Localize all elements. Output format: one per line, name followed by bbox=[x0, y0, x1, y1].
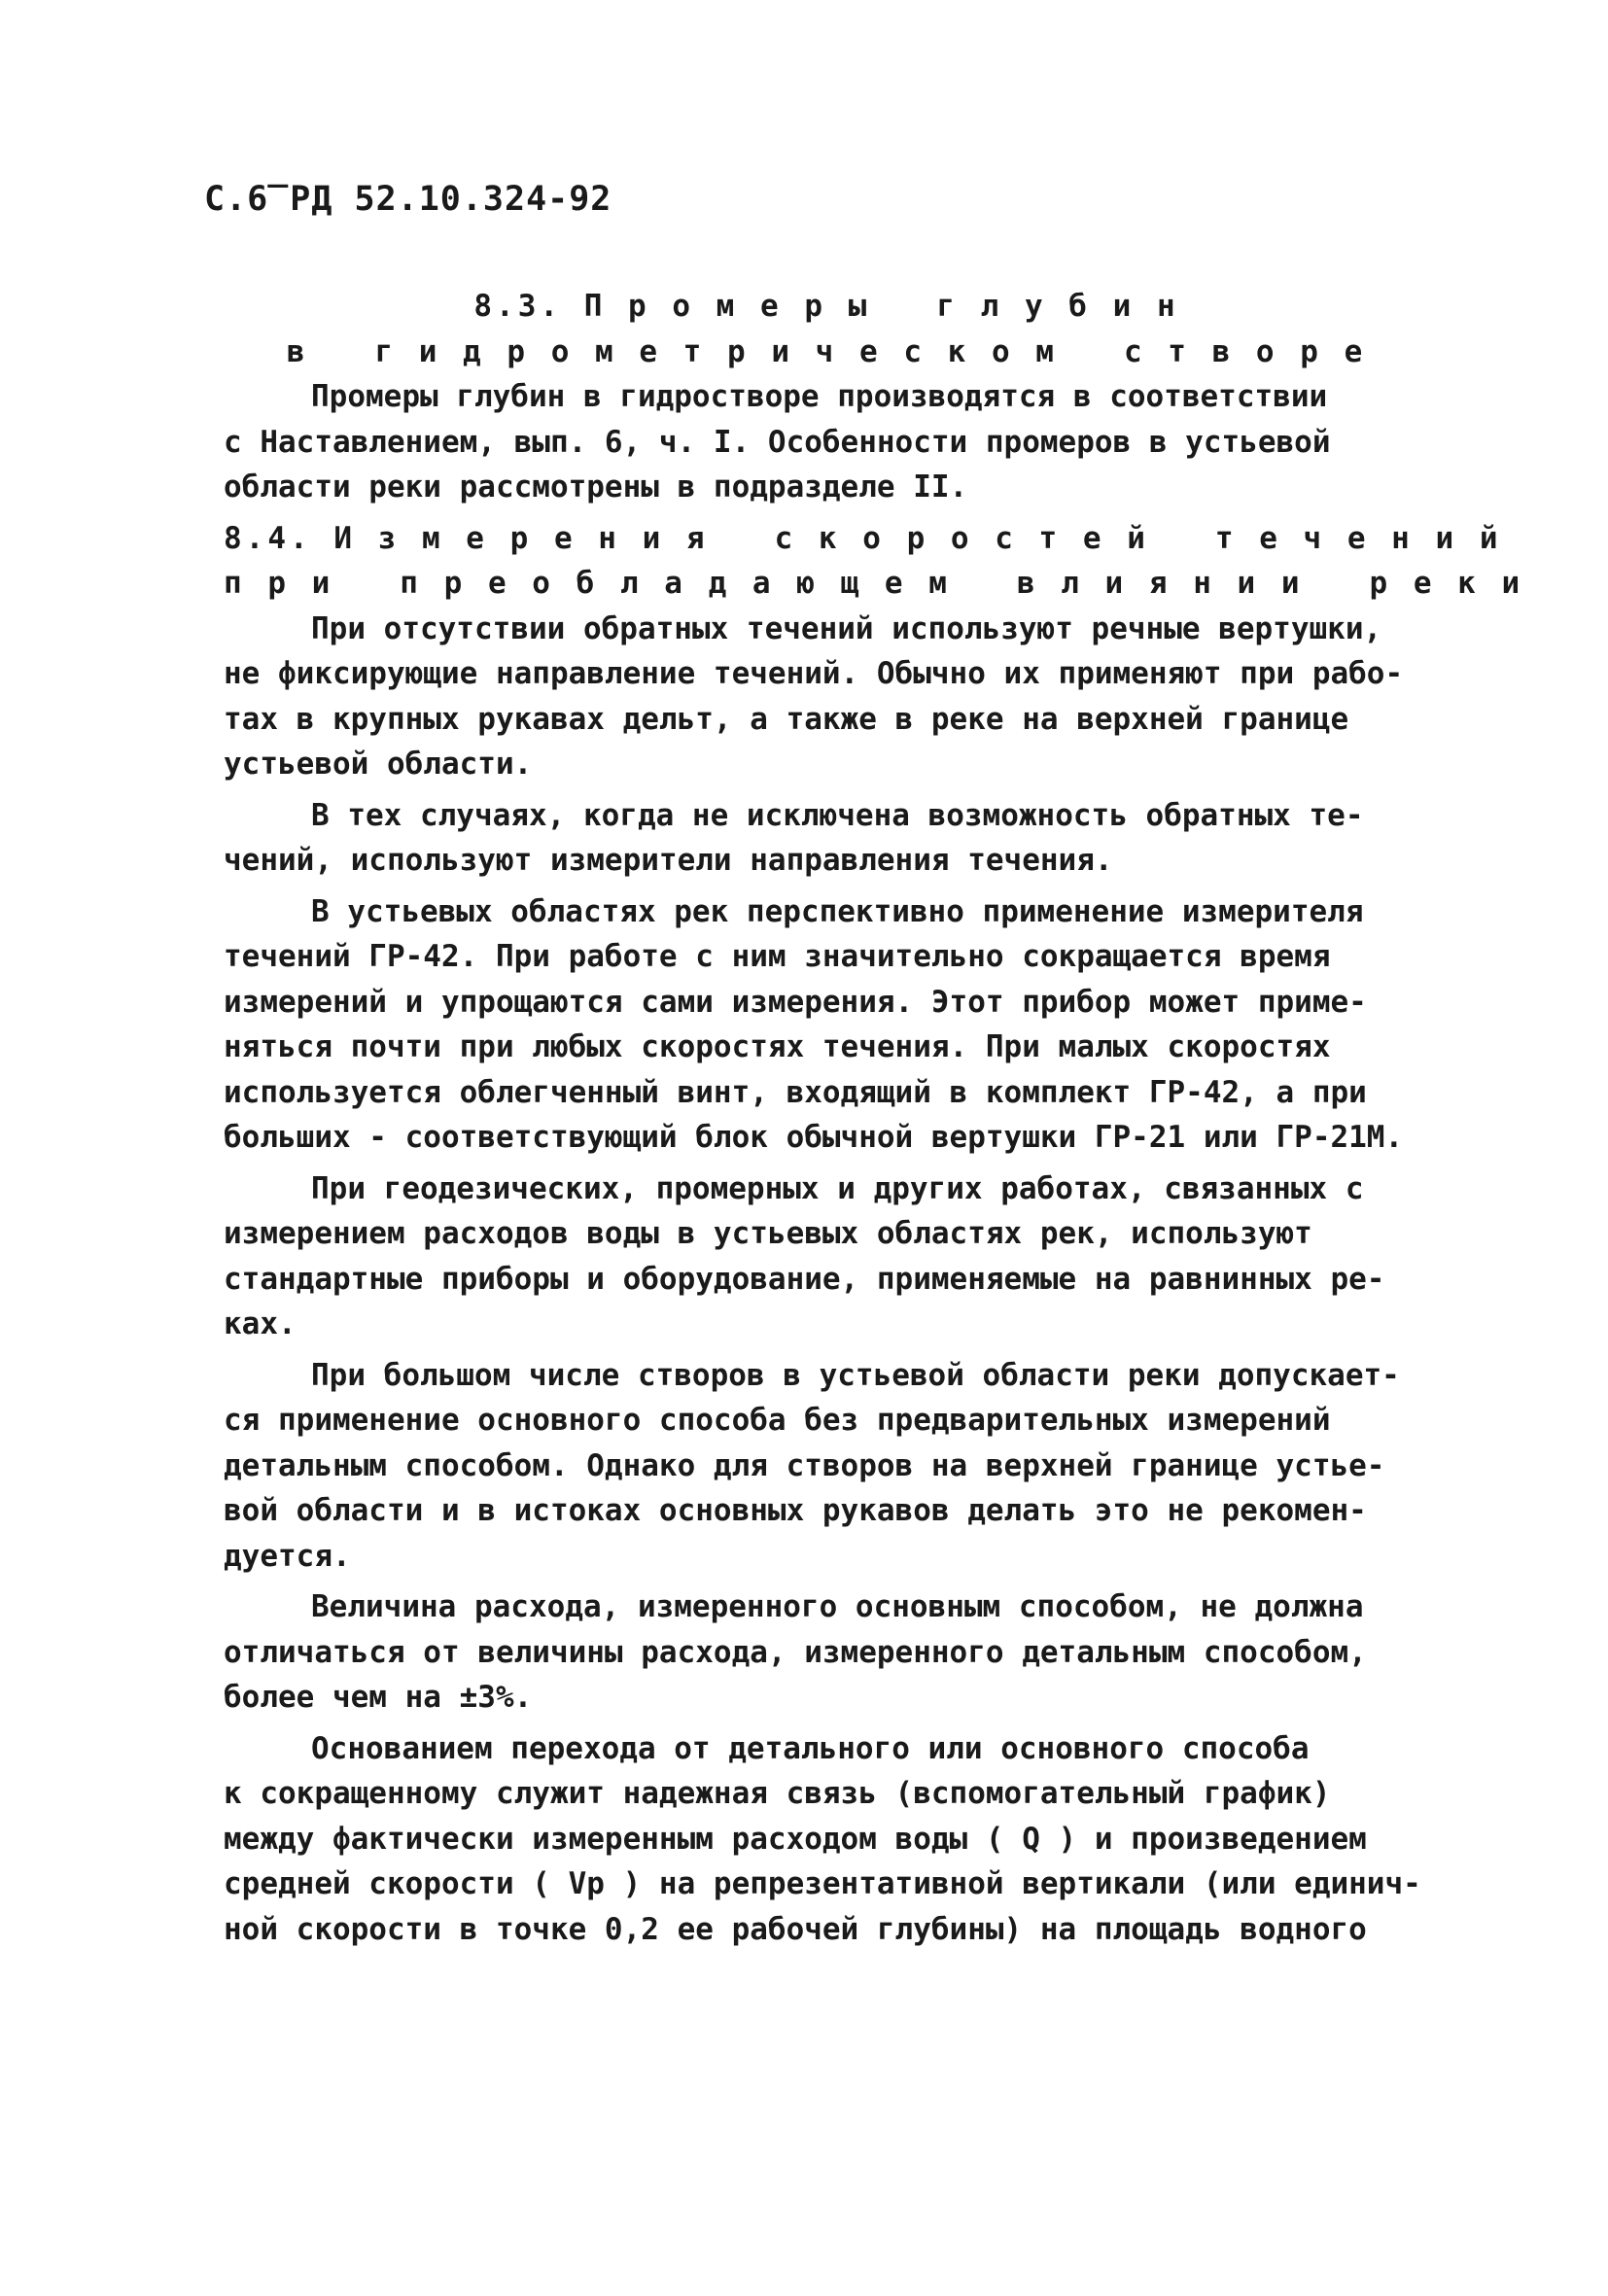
section-8-3-heading-line2: в г и д р о м е т р и ч е с к о м с т в о р е bbox=[286, 333, 1367, 369]
section-8-3-paragraph bbox=[224, 374, 1429, 510]
paragraph-4 bbox=[224, 1166, 1429, 1347]
section-8-4-heading-line2: п р и п р е о б л а д а ю щ е м в л и я н и и р е к и bbox=[224, 566, 1524, 601]
paragraph-3-text: В устьевых областях рек перспективно применение измерителя течений ГР-42. При работе с ним значительно сокращается время измерений и упрощаются сами измерения. Этот прибор может приме- няться почти при любых скоростях течения. При малых скоростях используется облегченный винт, входящий в комплект ГР-42, а при больших - соответствующий блок обычной вертушки ГР-21 или ГР-21М. bbox=[224, 893, 1404, 1155]
paragraph-5 bbox=[224, 1353, 1429, 1580]
page-header: С.6̅ РД 52.10.324-92 bbox=[204, 180, 612, 219]
section-8-4-heading-line1: 8.4. И з м е р е н и я с к о р о с т е й т е ч е н и й bbox=[224, 520, 1502, 556]
paragraph-7-text: Основанием перехода от детального или основного способа к сокращенному служит надежная связь (вспомогательный график) между фактически измеренным расходом воды ( Q ) и произведением средней скорости ( Vр ) на репрезентативной вертикали (или единич- ной скорости в точке 0,2 ее рабочей глубины) на площадь водного bbox=[224, 1730, 1421, 1947]
paragraph-7 bbox=[224, 1726, 1429, 1953]
paragraph-5-text: При большом числе створов в устьевой области реки допускает- ся применение основного способа без предварительных измерений детальным способом. Однако для створов на верхней границе устье- вой области и в истоках основных рукавов делать это не рекомен- дуется. bbox=[224, 1357, 1400, 1574]
section-8-3-heading-line1: 8.3. П р о м е р ы г л у б и н bbox=[473, 289, 1179, 324]
document-body bbox=[224, 284, 1524, 1958]
paragraph-1-text: При отсутствии обратных течений используют речные вертушки, не фиксирующие направление течений. Обычно их применяют при рабо- тах в крупных рукавах дельт, а также в реке на верхней границе устьевой области. bbox=[224, 610, 1404, 782]
paragraph-1 bbox=[224, 607, 1429, 787]
paragraph-3 bbox=[224, 889, 1429, 1161]
paragraph-6 bbox=[224, 1584, 1429, 1721]
paragraph-6-text: Величина расхода, измеренного основным способом, не должна отличаться от величины расхода, измеренного детальным способом, более чем на ±3%. bbox=[224, 1589, 1367, 1715]
section-8-3-paragraph-text: Промеры глубин в гидростворе производятся в соответствии с Наставлением, вып. 6, ч. I. Особенности промеров в устьевой области реки рассмотрены в подразделе II. bbox=[224, 379, 1331, 504]
paragraph-4-text: При геодезических, промерных и других работах, связанных с измерением расходов воды в устьевых областях рек, используют стандартные приборы и оборудование, применяемые на равнинных ре- ках. bbox=[224, 1170, 1385, 1341]
paragraph-2 bbox=[224, 793, 1429, 884]
paragraph-2-text: В тех случаях, когда не исключена возможность обратных те- чений, используют измерители направления течения. bbox=[224, 797, 1364, 878]
